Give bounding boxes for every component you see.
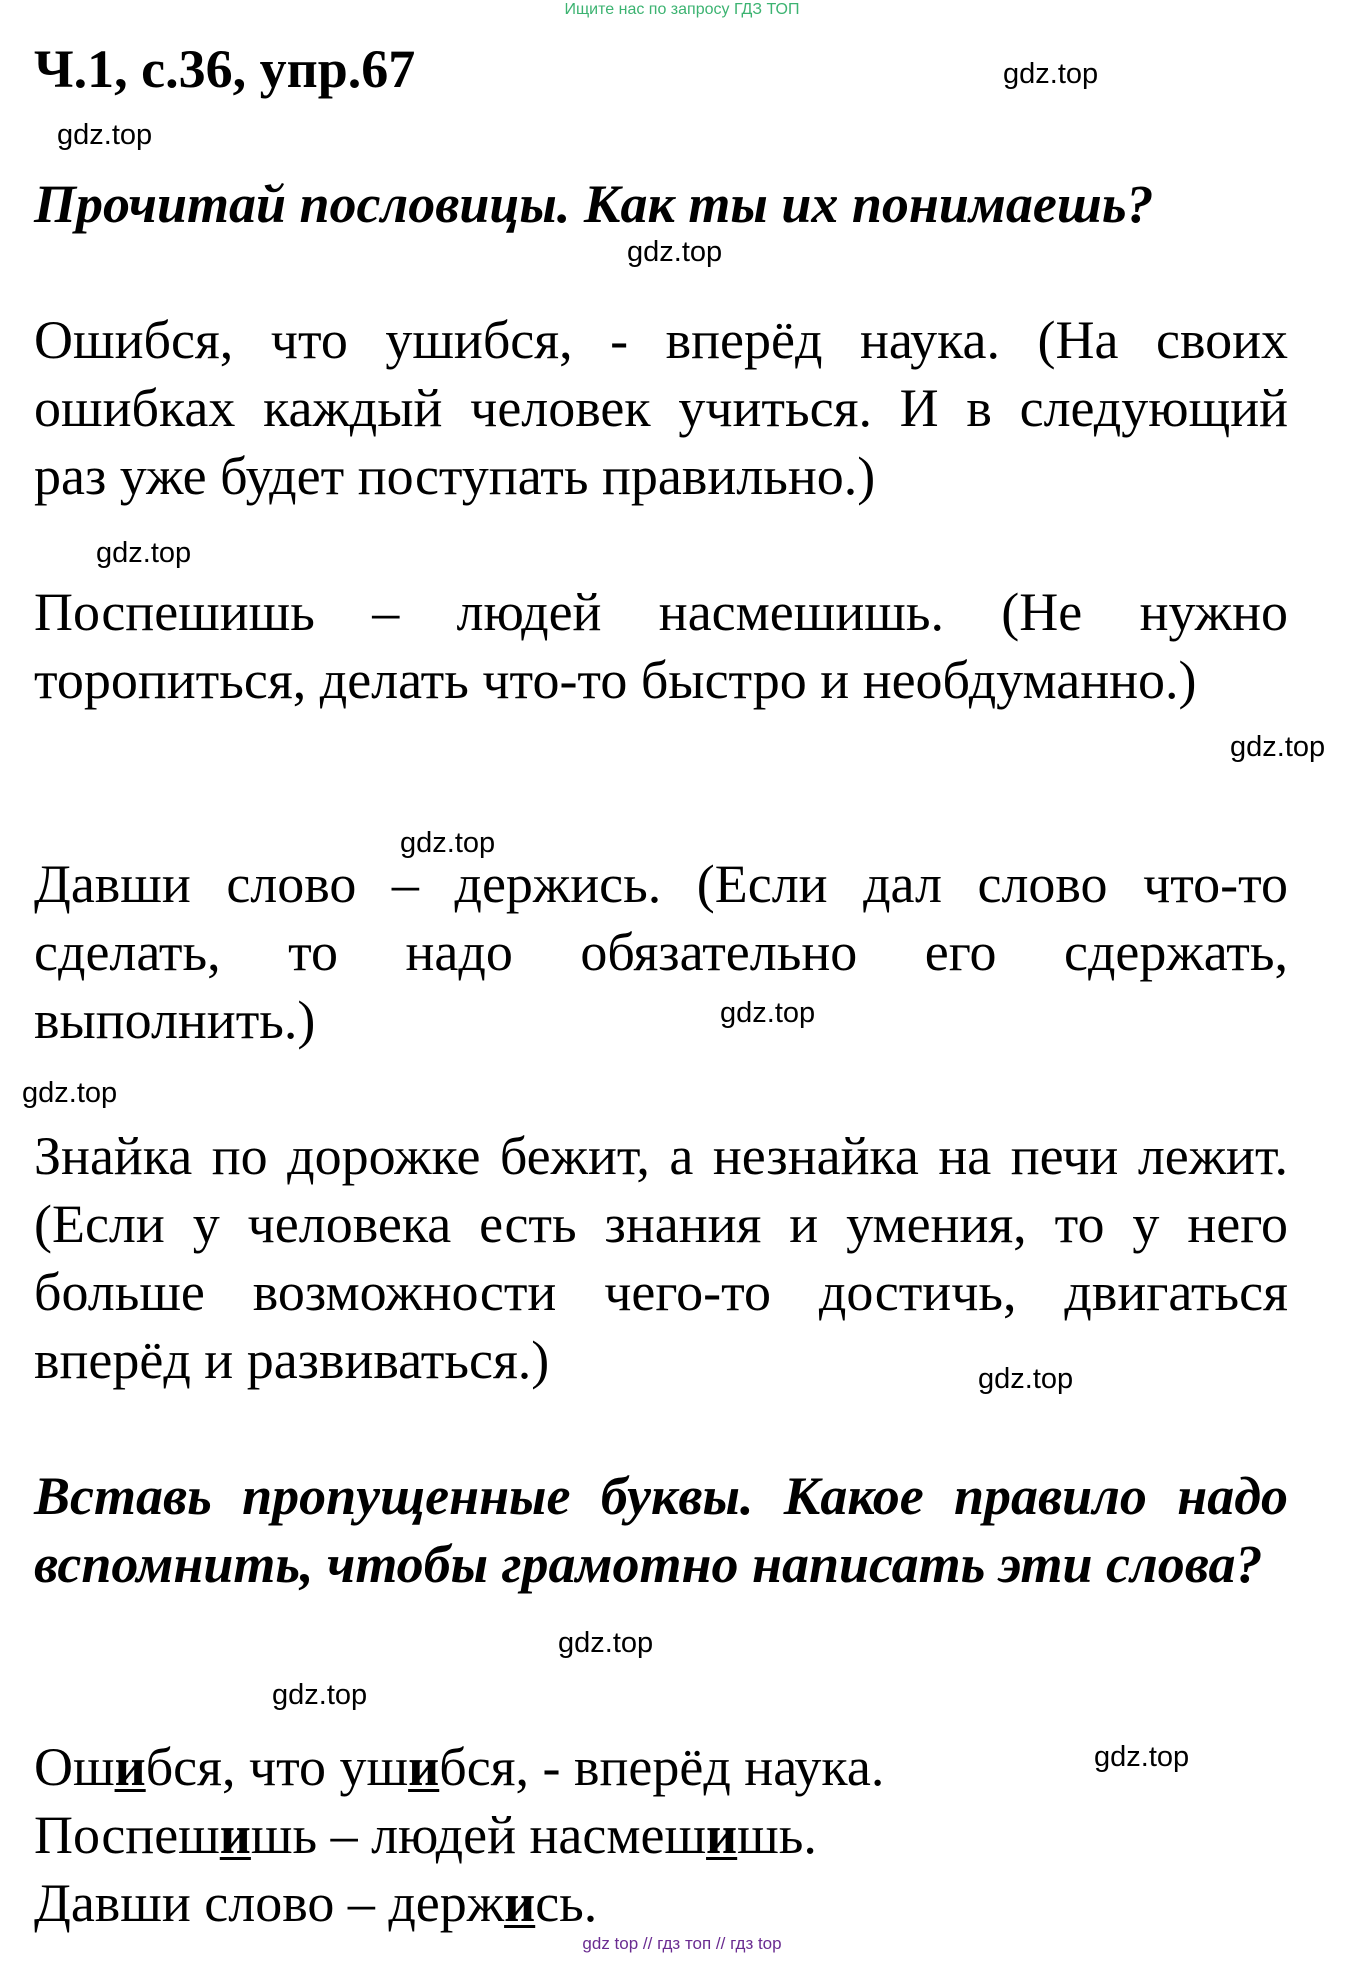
inserted-letter: и bbox=[219, 1805, 251, 1865]
watermark: gdz.top bbox=[558, 1627, 654, 1659]
task-2-instruction: Вставь пропущенные буквы. Какое правило надо вспомнить, чтобы грамотно написать эти слова? bbox=[34, 1466, 1288, 1594]
watermark: gdz.top bbox=[978, 1363, 1074, 1395]
top-banner: Ищите нас по запросу ГДЗ ТОП bbox=[564, 1, 800, 18]
answer-text: шь – людей насмеш bbox=[250, 1805, 707, 1865]
answer-text: шь. bbox=[737, 1805, 817, 1865]
inserted-letter: и bbox=[706, 1805, 738, 1865]
proverb-2: Поспешишь – людей насмешишь. (Не нужно торопиться, делать что-то быстро и необдуманно.) bbox=[34, 582, 1288, 710]
answer-line-1 bbox=[34, 1733, 884, 1801]
inserted-letter: и bbox=[408, 1737, 440, 1797]
watermark: gdz.top bbox=[22, 1077, 118, 1109]
task-1-instruction: Прочитай пословицы. Как ты их понимаешь? bbox=[34, 174, 1154, 234]
answer-text: Ош bbox=[34, 1737, 115, 1797]
answer-text: бся, что уш bbox=[145, 1737, 409, 1797]
watermark: gdz.top bbox=[57, 119, 153, 151]
answer-text: сь. bbox=[535, 1873, 598, 1933]
inserted-letter: и bbox=[504, 1873, 536, 1933]
answer-line-2 bbox=[34, 1801, 817, 1869]
watermark: gdz.top bbox=[1230, 731, 1326, 763]
watermark: gdz.top bbox=[1094, 1741, 1190, 1773]
watermark: gdz.top bbox=[720, 997, 816, 1029]
answer-line-3 bbox=[34, 1869, 597, 1937]
watermark: gdz.top bbox=[1003, 58, 1099, 90]
footer-watermark: gdz top // гдз топ // гдз top bbox=[582, 1934, 782, 1953]
proverb-4: Знайка по дорожке бежит, а незнайка на печи лежит. (Если у человека есть знания и умения, то у него больше возможности чего-то достичь, двигаться вперёд и развиваться.) bbox=[34, 1126, 1288, 1390]
inserted-letter: и bbox=[114, 1737, 146, 1797]
answer-text: Поспеш bbox=[34, 1805, 220, 1865]
proverb-1: Ошибся, что ушибся, - вперёд наука. (На своих ошибках каждый человек учиться. И в следующий раз уже будет поступать правильно.) bbox=[34, 310, 1288, 506]
watermark: gdz.top bbox=[96, 537, 192, 569]
exercise-heading: Ч.1, с.36, упр.67 bbox=[34, 39, 416, 99]
answer-text: бся, - вперёд наука. bbox=[439, 1737, 885, 1797]
watermark: gdz.top bbox=[400, 827, 496, 859]
proverb-3: Давши слово – держись. (Если дал слово что-то сделать, то надо обязательно его сдержать, выполнить.) bbox=[34, 854, 1288, 1050]
answer-text: Давши слово – держ bbox=[34, 1873, 505, 1933]
watermark: gdz.top bbox=[627, 236, 723, 268]
watermark: gdz.top bbox=[272, 1679, 368, 1711]
